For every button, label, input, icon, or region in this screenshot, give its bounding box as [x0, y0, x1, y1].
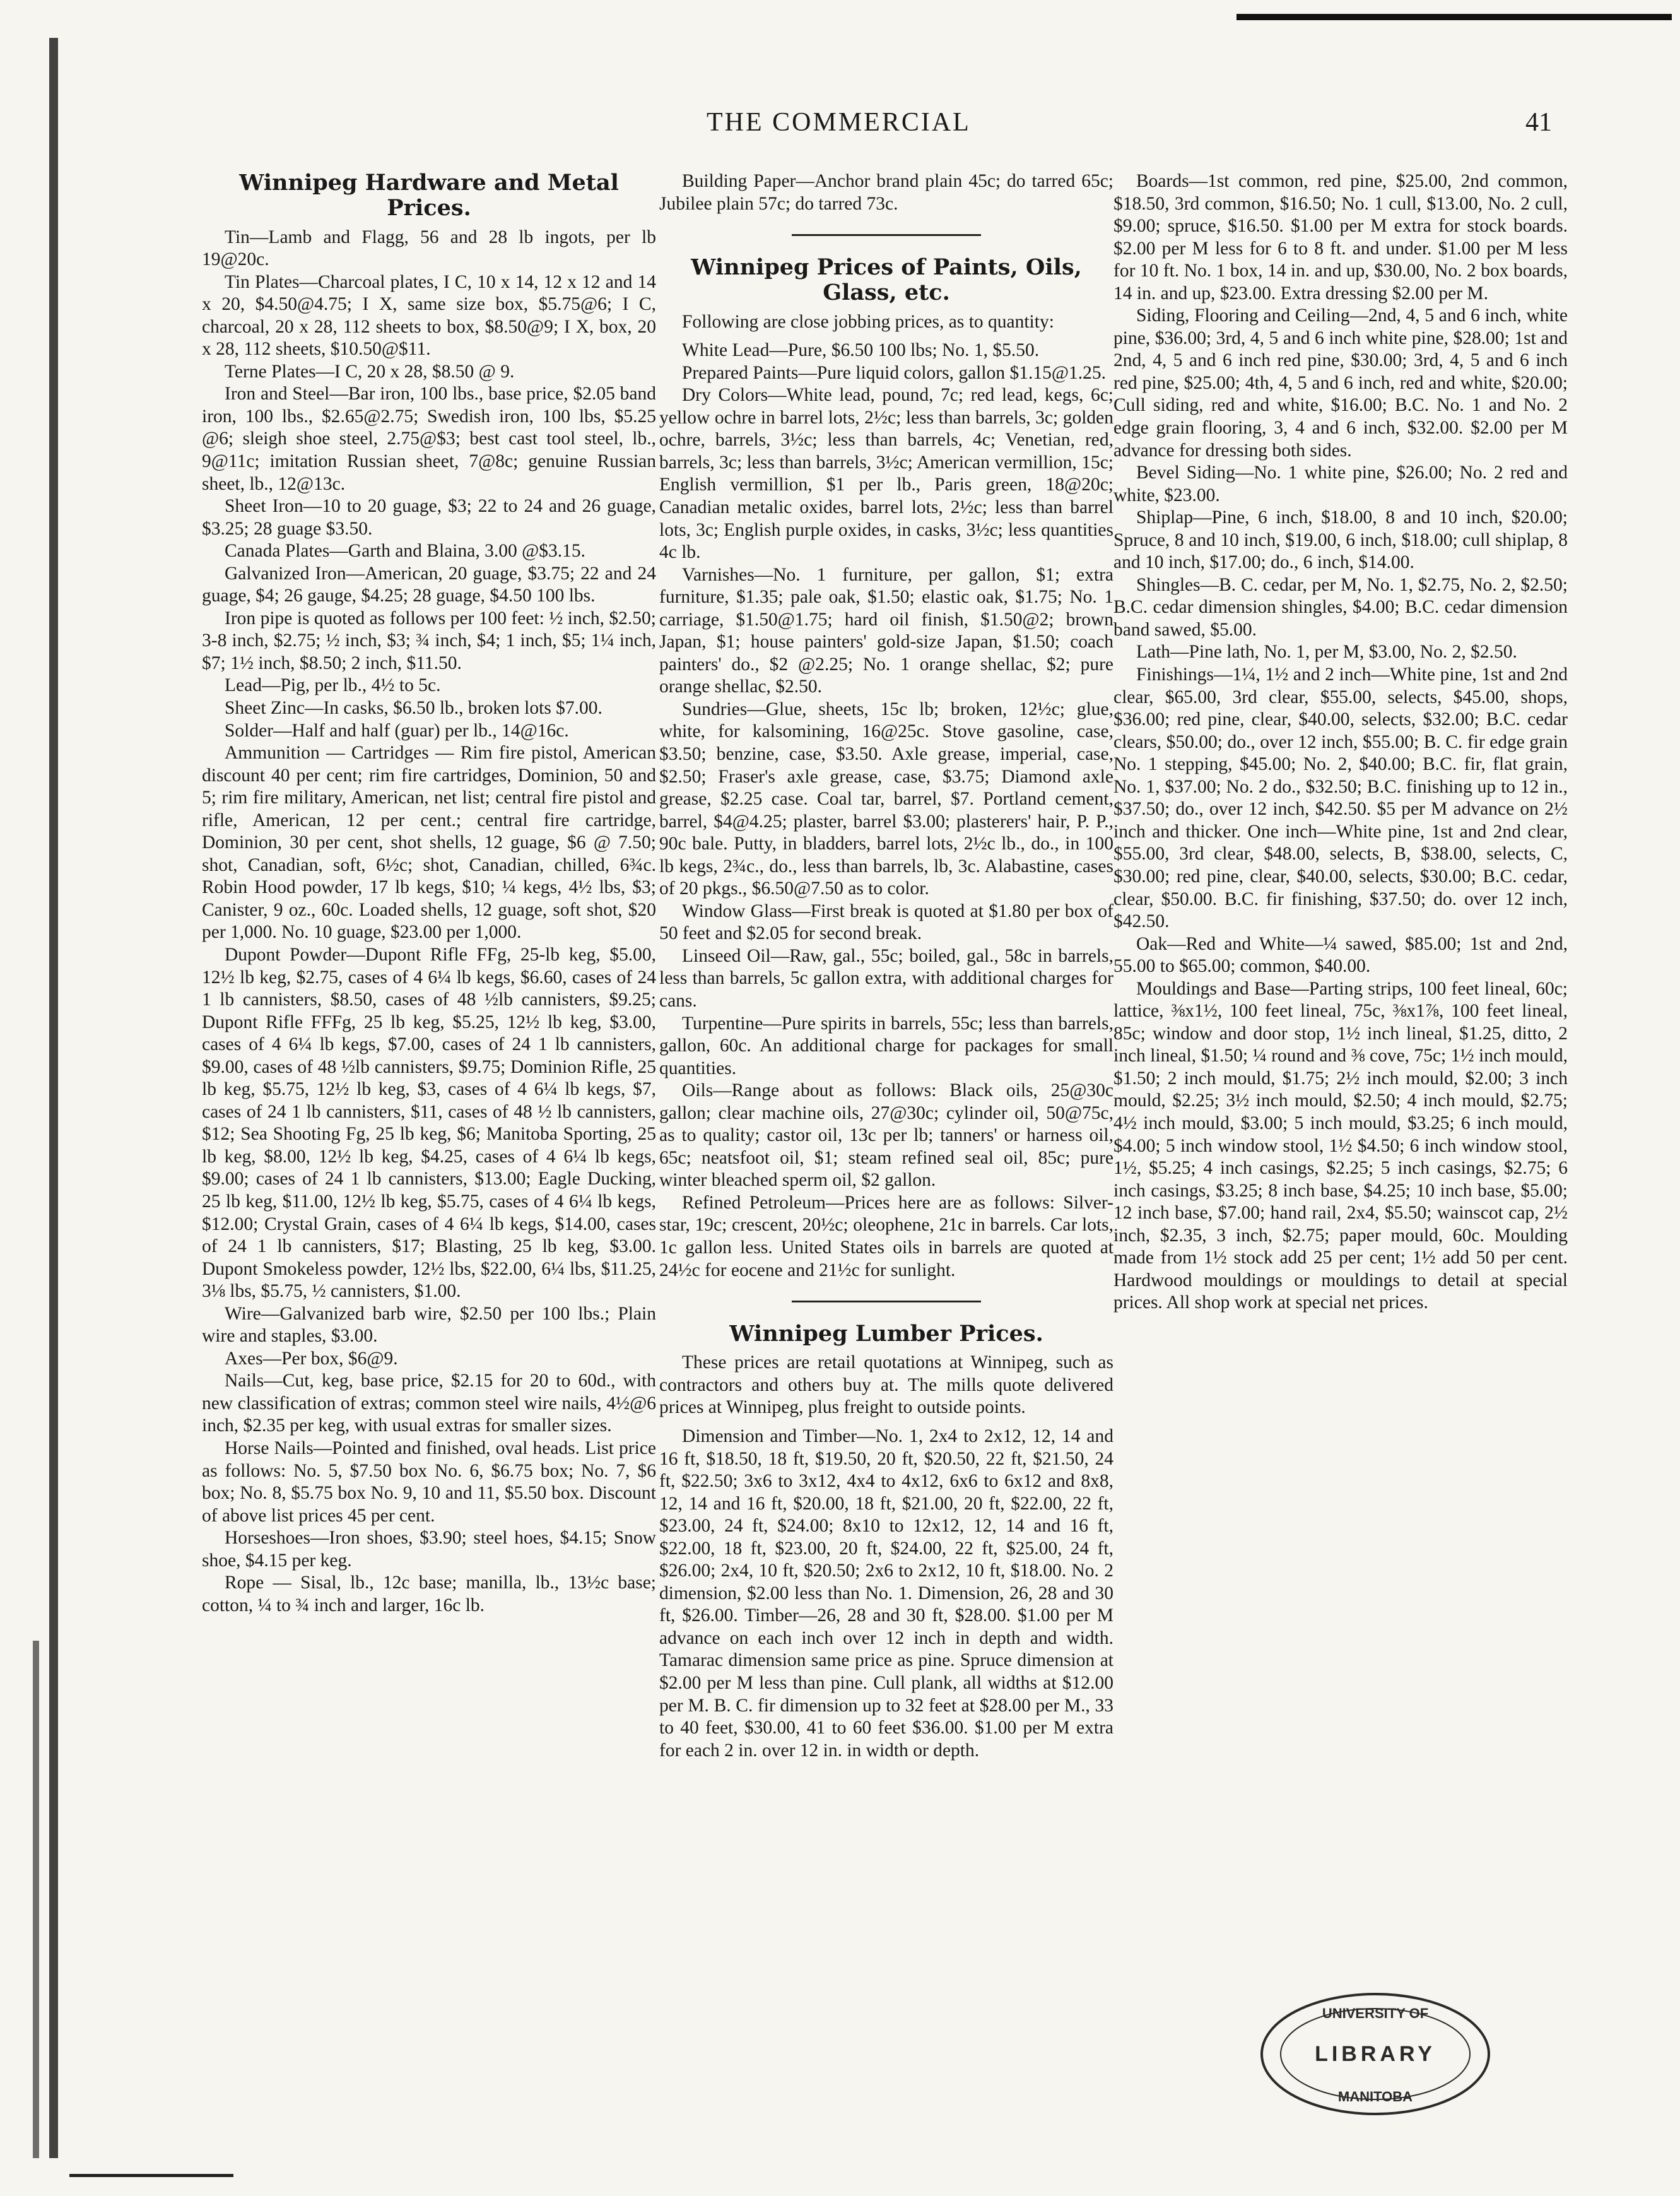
lumber-entry: Shiplap—Pine, 6 inch, $18.00, 8 and 10 inch, $20.00; Spruce, 8 and 10 inch, $19.00, 6 inch, $18.00; cull shiplap, 8 and 10 inch, $17.00; do., 6 inch, $14.00. — [1113, 507, 1568, 573]
hardware-entry: Ammunition — Cartridges — Rim fire pistol, American discount 40 per cent; rim fire cartridges, Dominion, 50 and 5; rim fire military, American, net list; central fire pistol and rifle, American, 12 per cent.; central fire cartridge, Dominion, 30 per cent, shot shells, 12 guage, $6 @ 7.50; shot, Canadian, soft, 6½c; shot, Canadian, chilled, 6¾c. Robin Hood powder, 17 lb kegs, $10; ¼ kegs, 4½ lbs, $3; Canister, 9 oz., 60c. Loaded shells, 12 guage, soft shot, $20 per 1,000. No. 10 guage, $23.00 per 1,000. — [202, 743, 656, 943]
hardware-entry: Sheet Zinc—In casks, $6.50 lb., broken lots $7.00. — [225, 697, 602, 718]
hardware-entry: Sheet Iron—10 to 20 guage, $3; 22 to 24 and 26 guage, $3.25; 28 guage $3.50. — [202, 496, 656, 539]
lumber-entry: Finishings—1¼, 1½ and 2 inch—White pine, 1st and 2nd clear, $65.00, 3rd clear, $55.00, selects, $45.00, shops, $36.00; red pine, clear, $40.00, selects, $32.00; B.C. cedar clears, $50.00; do., over 12 inch, $55.00; B. C. fir edge grain No. 1 stepping, $45.00; No. 2, $40.00; B.C. fir, flat grain, No. 1, $37.00; No. 2 do., $32.50; B.C. finishing up to 12 in., $37.50; do., over 12 inch, $42.50. $5 per M advance on 2½ inch and thicker. One inch—White pine, 1st and 2nd clear, $55.00, 3rd clear, $48.00, selects, B, $38.00, selects, C, $30.00; red pine, clear, $40.00, selects, $30.00; B.C. cedar, clear, $50.00. B.C. fir finishing, $37.50; do. over 12 inch, $42.50. — [1113, 664, 1568, 932]
journal-title: THE COMMERCIAL — [707, 108, 971, 137]
hardware-entry: Dupont Powder—Dupont Rifle FFg, 25-lb keg, $5.00, 12½ lb keg, $2.75, cases of 4 6¼ lb kegs, $6.60, cases of 24 1 lb cannisters, $8.50, cases of 48 ½lb cannisters, $9.25; Dupont Rifle FFFg, 25 lb keg, $5.25, 12½ lb keg, $3.00, cases of 4 6¼ lb kegs, $7.00, cases of 24 1 lb cannisters, $9.00, cases of 48 ½lb cannisters, $9.75; Dominion Rifle, 25 lb keg, $5.75, 12½ lb keg, $3, cases of 4 6¼ lb kegs, $7, cases of 24 1 lb cannisters, $11, cases of 48 ½ lb cannisters, $12; Sea Shooting Fg, 25 lb keg, $6; Manitoba Sporting, 25 lb keg, $8.00, 12½ lb keg, $4.25, cases of 4 6¼ lb kegs, $9.00; cases of 24 1 lb cannisters, $13.00; Eagle Ducking, 25 lb keg, $11.00, 12½ lb keg, $5.75, cases of 4 6¼ lb kegs, $12.00; Crystal Grain, cases of 4 6¼ lb kegs, $14.00, cases of 24 1 lb cannisters, $17; Blasting, 25 lb keg, $3.00. Dupont Smokeless powder, 12½ lbs, $22.00, 6¼ lbs, $11.25, 3⅛ lbs, $5.75, ½ cannisters, $1.00. — [202, 945, 656, 1302]
paints-entry: Refined Petroleum—Prices here are as follows: Silver-star, 19c; crescent, 20½c; oleophene, 21c in barrels. Car lots, 1c gallon less. United States oils in barrels are quoted at 24½c for eocene and 21½c for sunlight. — [659, 1192, 1113, 1280]
paints-section-title: Winnipeg Prices of Paints, Oils, Glass, etc. — [691, 254, 1082, 306]
lumber-entry: Bevel Siding—No. 1 white pine, $26.00; No. 2 red and white, $23.00. — [1113, 463, 1568, 505]
hardware-entry: Lead—Pig, per lb., 4½ to 5c. — [225, 675, 441, 696]
paints-entry: White Lead—Pure, $6.50 100 lbs; No. 1, $5.50. — [682, 340, 1040, 361]
paints-entry: Turpentine—Pure spirits in barrels, 55c; less than barrels, gallon, 60c. An additional charge for packages for small quantities. — [659, 1013, 1113, 1078]
hardware-entry: Solder—Half and half (guar) per lb., 14@16c. — [225, 720, 569, 741]
page-number: 41 — [1525, 108, 1552, 137]
hardware-entry: Iron and Steel—Bar iron, 100 lbs., base price, $2.05 band iron, 100 lbs., $2.65@2.75; Swedish iron, 100 lbs, $5.25 @6; sleigh shoe steel, 2.75@$3; best cast tool steel, lb., 9@11c; imitation Russian sheet, 7@8c; genuine Russian sheet, lb., 12@13c. — [202, 384, 656, 494]
lumber-intro: These prices are retail quotations at Winnipeg, such as contractors and others buy at. The mills quote delivered prices at Winnipeg, plus freight to outside points. — [659, 1352, 1113, 1418]
column-paints — [659, 170, 1113, 1762]
hardware-entry: Galvanized Iron—American, 20 guage, $3.75; 22 and 24 guage, $4; 26 gauge, $4.25; 28 guage, $4.50 100 lbs. — [202, 563, 656, 606]
paints-entry: Linseed Oil—Raw, gal., 55c; boiled, gal., 58c in barrels, less than barrels, 5c gallon extra, with additional charges for cans. — [659, 945, 1113, 1011]
hardware-entry: Terne Plates—I C, 20 x 28, $8.50 @ 9. — [225, 361, 515, 382]
stamp-text-bottom: MANITOBA — [1337, 2089, 1413, 2104]
paints-entry: Sundries—Glue, sheets, 15c lb; broken, 12½c; glue, white, for kalsomining, 16@25c. Stove gasoline, case, $3.50; benzine, case, $3.50. Axle grease, imperial, case, $2.50; Fraser's axle grease, case, $3.75; Diamond axle grease, $2.25 case. Coal tar, barrel, $7. Portland cement, barrel, $4@4.25; plaster, barrel $3.00; plasterers' hair, P. P., 90c bale. Putty, in bladders, barrel lots, 2½c lb., do., in 100 lb kegs, 2¾c., do., less than barrels, lb, 3c. Alabastine, cases of 20 pkgs., $6.50@7.50 as to color. — [659, 699, 1113, 899]
hardware-entry: Tin—Lamb and Flagg, 56 and 28 lb ingots, per lb 19@20c. — [202, 227, 656, 270]
lumber-entry: Siding, Flooring and Ceiling—2nd, 4, 5 and 6 inch, white pine, $36.00; 3rd, 4, 5 and 6 inch white pine, $28.00; 1st and 2nd, 4, 5 and 6 inch red pine, $30.00; 3rd, 4, 5 and 6 inch red pine, $25.00; 4th, 4, 5 and 6 inch, red and white, $20.00; Cull siding, red and white, $16.00; B.C. No. 1 and No. 2 edge grain flooring, 3, 4 and 6 inch, $32.00. $2.00 per M advance for dressing both sides. — [1113, 305, 1568, 461]
stamp-text-top: UNIVERSITY OF — [1322, 2005, 1429, 2021]
lumber-entry: Boards—1st common, red pine, $25.00, 2nd common, $18.50, 3rd common, $16.50; No. 1 cull, $13.00, No. 2 cull, $9.00; spruce, $16.50. $1.00 per M extra for stock boards. $2.00 per M less for 6 to 8 ft. and under. $1.00 per M less for 10 ft. No. 1 box, 14 in. and up, $30.00, No. 2 box boards, 14 in. and up, $23.00. Extra dressing $2.00 per M. — [1113, 171, 1568, 304]
hardware-entry: Nails—Cut, keg, base price, $2.15 for 20 to 60d., with new classification of extras; common steel wire nails, 4½@6 inch, $2.35 per keg, with usual extras for smaller sizes. — [202, 1371, 656, 1436]
paints-entry: Prepared Paints—Pure liquid colors, gallon $1.15@1.25. — [682, 362, 1106, 383]
paints-entry: Window Glass—First break is quoted at $1.80 per box of 50 feet and $2.05 for second break. — [659, 900, 1113, 944]
paints-entry: Oils—Range about as follows: Black oils, 25@30c gallon; clear machine oils, 27@30c; cylinder oil, 50@75c, as to quality; castor oil, 13c per lb; tanners' or harness oil, 65c; neatsfoot oil, $1; steam refined seal oil, 85c; pure winter bleached sperm oil, $2 gallon. — [659, 1080, 1113, 1191]
hardware-entry: Tin Plates—Charcoal plates, I C, 10 x 14, 12 x 12 and 14 x 20, $4.50@4.75; I X, same size box, $5.75@6; I C, charcoal, 20 x 28, 112 sheets to box, $8.50@9; I X, box, 20 x 28, 112 sheets, $10.50@$11. — [202, 271, 656, 360]
lumber-section-title: Winnipeg Lumber Prices. — [729, 1321, 1043, 1347]
column-lumber — [1113, 170, 1568, 1314]
building-paper-entry: Building Paper—Anchor brand plain 45c; do tarred 65c; Jubilee plain 57c; do tarred 73c. — [659, 171, 1113, 214]
lumber-entry-dimension: Dimension and Timber—No. 1, 2x4 to 2x12, 12, 14 and 16 ft, $18.50, 18 ft, $19.50, 20 ft, $20.50, 22 ft, $21.50, 24 ft, $22.50; 3x6 to 3x12, 4x4 to 4x12, 6x6 to 6x12 and 8x8, 12, 14 and 16 ft, $20.00, 18 ft, $21.00, 20 ft, $22.00, 22 ft, $23.00, 24 ft, $24.00; 8x10 to 12x12, 12, 14 and 16 ft, $22.00, 18 ft, $23.00, 20 ft, $24.00, 22 ft, $25.00, 24 ft, $26.00; 2x4, 10 ft, $20.50; 2x6 to 2x12, 10 ft, $18.00. No. 2 dimension, $2.00 less than No. 1. Dimension, 26, 28 and 30 ft, $26.00. Timber—26, 28 and 30 ft, $28.00. $1.00 per M advance on each inch over 12 inch in depth and width. Tamarac dimension same price as pine. Spruce dimension at $2.00 per M less than pine. Cull plank, all widths at $12.00 per M. B. C. fir dimension up to 32 feet at $28.00 per M., 33 to 40 feet, $30.00, 41 to 60 feet $36.00. $1.00 per M extra for each 2 in. over 12 in. in width or depth. — [659, 1426, 1113, 1761]
stamp-text-middle: LIBRARY — [1315, 2042, 1436, 2066]
lumber-entry: Oak—Red and White—¼ sawed, $85.00; 1st and 2nd, 55.00 to $65.00; common, $40.00. — [1113, 933, 1568, 977]
section-divider — [792, 1301, 981, 1302]
scan-edge-top-rule — [1237, 14, 1672, 20]
column-hardware — [202, 170, 656, 1617]
scan-edge-bottom-rule — [69, 2174, 233, 2177]
lumber-entry: Shingles—B. C. cedar, per M, No. 1, $2.75, No. 2, $2.50; B.C. cedar dimension shingles, $4.00; B.C. cedar dimension band sawed, $5.00. — [1113, 574, 1568, 640]
hardware-entry: Horseshoes—Iron shoes, $3.90; steel hoes, $4.15; Snow shoe, $4.15 per keg. — [202, 1528, 656, 1571]
lumber-entry: Lath—Pine lath, No. 1, per M, $3.00, No. 2, $2.50. — [1136, 642, 1517, 663]
scan-edge-left-lower — [33, 1641, 39, 2158]
hardware-section-title: Winnipeg Hardware and Metal Prices. — [239, 170, 619, 221]
library-stamp — [1255, 1988, 1495, 2120]
hardware-entry: Horse Nails—Pointed and finished, oval heads. List price as follows: No. 5, $7.50 box No. 6, $6.75 box; No. 7, $6 box; No. 8, $5.75 box No. 9, 10 and 11, $5.50 box. Discount of above list prices 45 per cent. — [202, 1438, 656, 1526]
section-divider — [792, 234, 981, 236]
hardware-entry: Iron pipe is quoted as follows per 100 feet: ½ inch, $2.50; 3-8 inch, $2.75; ½ inch, $3; ¾ inch, $4; 1 inch, $5; 1¼ inch, $7; 1½ inch, $8.50; 2 inch, $11.50. — [202, 608, 656, 673]
paints-entry: Dry Colors—White lead, pound, 7c; red lead, kegs, 6c; yellow ochre in barrel lots, 2½c; less than barrels, 3c; golden ochre, barrels, 3½c; less than barrels, 4c; Venetian, red, barrels, 3c; less than barrels, 3½c; American vermillion, 15c; English vermillion, $1 per lb., Paris green, 18@20c; Canadian metalic oxides, barrel lots, 2½c; less than barrel lots, 3c; English purple oxides, in casks, 3½c; less quantities 4c lb. — [659, 385, 1113, 563]
lumber-entry: Mouldings and Base—Parting strips, 100 feet lineal, 60c; lattice, ⅜x1½, 100 feet lineal, 75c, ⅜x1⅞, 100 feet lineal, 85c; window and door stop, 1½ inch lineal, $1.25, ditto, 2 inch lineal, $1.50; ¼ round and ⅜ cove, 75c; 1½ inch mould, $1.50; 2 inch mould, $1.75; 2½ inch mould, $2.00; 3 inch mould, $2.25; 3½ inch mould, $2.50; 4 inch mould, $2.75; 4½ inch mould, $3.00; 5 inch mould, $3.25; 6 inch mould, $4.00; 5 inch window stool, 1½ $4.50; 6 inch window stool, 1½, $5.25; 4 inch casings, $2.25; 5 inch casings, $2.75; 6 inch casings, $3.25; 8 inch base, $4.25; 10 inch base, $5.00; 12 inch base, $7.00; hand rail, 2x4, $5.50; wainscot cap, 2½ inch, $2.35, 3 inch, $2.75; paper mould, 60c. Moulding made from 1½ stock add 25 per cent; 1½ add 50 per cent. Hardwood mouldings or mouldings to detail at special prices. All shop work at special net prices. — [1113, 978, 1568, 1313]
hardware-entry: Rope — Sisal, lb., 12c base; manilla, lb., 13½c base; cotton, ¼ to ¾ inch and larger, 16c lb. — [202, 1573, 656, 1615]
page-header — [189, 107, 1577, 145]
paints-entry: Varnishes—No. 1 furniture, per gallon, $1; extra furniture, $1.35; pale oak, $1.50; elastic oak, $1.75; No. 1 carriage, $1.50@1.75; hard oil finish, $1.50@2; brown Japan, $1; house painters' gold-size Japan, $1.50; coach painters' do., $2 @2.25; No. 1 orange shellac, $2; pure orange shellac, $2.50. — [659, 564, 1113, 697]
hardware-entry: Axes—Per box, $6@9. — [225, 1348, 398, 1369]
scan-edge-left — [49, 38, 58, 2158]
paints-intro: Following are close jobbing prices, as to quantity: — [682, 311, 1054, 332]
hardware-entry: Wire—Galvanized barb wire, $2.50 per 100 lbs.; Plain wire and staples, $3.00. — [202, 1303, 656, 1347]
hardware-entry: Canada Plates—Garth and Blaina, 3.00 @$3.15. — [225, 541, 585, 562]
